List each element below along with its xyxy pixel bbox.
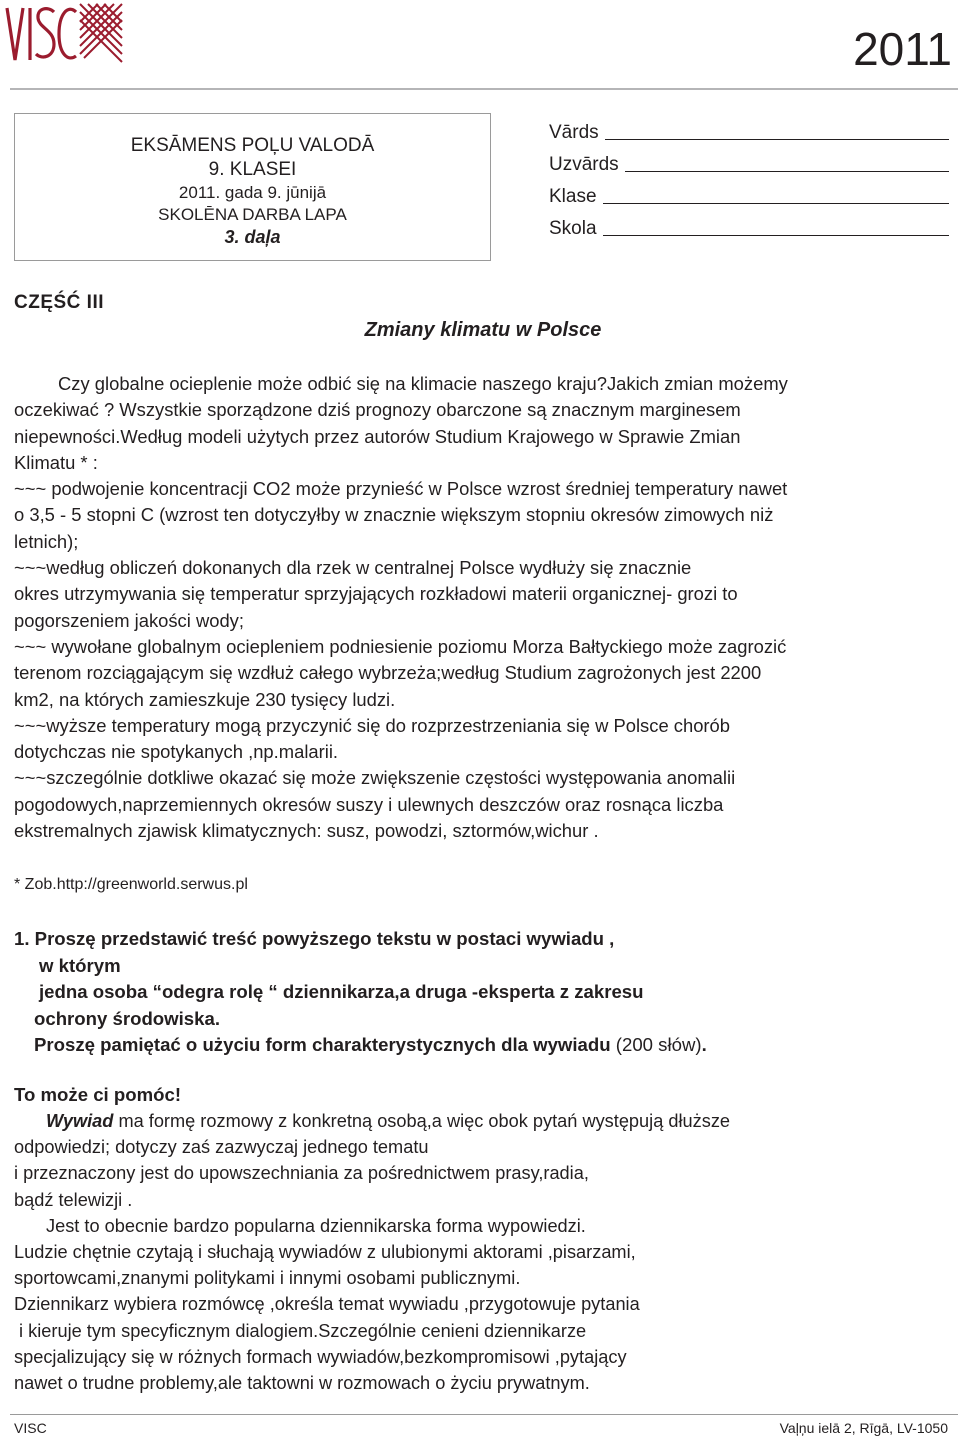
body-line: Czy globalne ocieplenie może odbić się na klimacie naszego kraju?Jakich zmian możemy bbox=[58, 373, 788, 394]
help-line: i kieruje tym specyficznym dialogiem.Szczególnie cenieni dziennikarze bbox=[14, 1320, 587, 1341]
part-label: CZĘŚĆ III bbox=[14, 292, 105, 313]
year: 2011 bbox=[853, 23, 952, 75]
help-title: To może ci pomóc! bbox=[14, 1084, 182, 1105]
body-line: letnich); bbox=[14, 530, 79, 552]
school-line[interactable] bbox=[603, 221, 949, 236]
header-divider bbox=[10, 88, 958, 90]
help-text bbox=[14, 1108, 730, 1396]
body-line: oczekiwać ? Wszystkie sporządzone dziś prognozy obarczone są znacznym marginesem bbox=[14, 399, 741, 421]
task-line: w którym bbox=[39, 954, 121, 976]
help-term: Wywiad bbox=[46, 1111, 114, 1131]
name-label: Vārds bbox=[549, 122, 599, 143]
exam-date: 2011. gada 9. jūnijā bbox=[178, 183, 327, 202]
body-line: ~~~wyższe temperatury mogą przyczynić się do rozprzestrzeniania się w Polsce chorób bbox=[14, 714, 731, 736]
help-line: specjalizujący się w różnych formach wywiadów,bezkompromisowi ,pytający bbox=[14, 1346, 627, 1367]
body-line: terenom rozciągającym się wzdłuż całego wybrzeża;według Studium zagrożonych jest 2200 bbox=[14, 662, 762, 684]
surname-field[interactable] bbox=[549, 154, 949, 176]
body-line: pogodowych,naprzemiennych okresów suszy i ulewnych deszczów oraz rosnąca liczba bbox=[14, 793, 724, 815]
body-line: Klimatu * : bbox=[14, 451, 98, 473]
exam-part: 3. daļa bbox=[224, 227, 281, 247]
body-line: km2, na których zamieszkuje 230 tysięcy ludzi. bbox=[14, 688, 396, 710]
surname-line[interactable] bbox=[625, 157, 949, 172]
word-count: (200 słów) bbox=[615, 1034, 702, 1055]
school-label: Skola bbox=[549, 218, 597, 239]
task-line: ochrony środowiska. bbox=[34, 1007, 220, 1029]
help-line: odpowiedzi; dotyczy zaś zazwyczaj jednego tematu bbox=[14, 1137, 429, 1158]
body-line: niepewności.Według modeli użytych przez autorów Studium Krajowego w Sprawie Zmian bbox=[14, 425, 741, 447]
task-period: . bbox=[701, 1034, 707, 1055]
body-line: ~~~według obliczeń dokonanych dla rzek w centralnej Polsce wydłuży się znacznie bbox=[14, 557, 692, 579]
exam-info-box bbox=[14, 113, 491, 261]
exam-grade: 9. KLASEI bbox=[208, 159, 297, 180]
body-line: ekstremalnych zjawisk klimatycznych: susz, powodzi, sztormów,wichur . bbox=[14, 820, 599, 842]
footnote: * Zob.http://greenworld.serwus.pl bbox=[14, 876, 248, 893]
help-line-rest: ma formę rozmowy z konkretną osobą,a więc obok pytań występują dłuższe bbox=[113, 1111, 731, 1131]
body-line: dotychczas nie spotykanych ,np.malarii. bbox=[14, 741, 339, 763]
visc-logo-graphic bbox=[4, 0, 126, 68]
name-field[interactable] bbox=[549, 122, 949, 144]
task-emphasis: Proszę pamiętać o użyciu form charakterystycznych dla wywiadu bbox=[34, 1034, 611, 1055]
class-label: Klase bbox=[549, 186, 597, 207]
body-line: okres utrzymywania się temperatur sprzyjających rozkładowi materii organicznej- grozi to bbox=[14, 583, 738, 605]
task-line: 1. Proszę przedstawić treść powyższego tekstu w postaci wywiadu , bbox=[14, 928, 615, 949]
surname-label: Uzvārds bbox=[549, 154, 619, 175]
class-field[interactable] bbox=[549, 186, 949, 208]
article-body bbox=[14, 371, 954, 844]
help-line: Jest to obecnie bardzo popularna dziennikarska forma wypowiedzi. bbox=[46, 1215, 586, 1236]
exam-sheet: SKOLĒNA DARBA LAPA bbox=[158, 205, 347, 224]
help-line: bądź telewizji . bbox=[14, 1189, 133, 1210]
class-line[interactable] bbox=[603, 189, 949, 204]
footer-left: VISC bbox=[14, 1420, 47, 1436]
footer-divider bbox=[10, 1414, 958, 1415]
footer-address: Vaļņu ielā 2, Rīgā, LV-1050 bbox=[779, 1420, 948, 1436]
task-line: jedna osoba “odegra rolę “ dziennikarza,a druga -eksperta z zakresu bbox=[39, 981, 644, 1002]
help-line: Dziennikarz wybiera rozmówcę ,określa temat wywiadu ,przygotowuje pytania bbox=[14, 1294, 640, 1315]
article-title: Zmiany klimatu w Polsce bbox=[364, 319, 602, 341]
task-line-last bbox=[14, 1032, 707, 1059]
visc-logo bbox=[4, 0, 126, 68]
help-line: nawet o trudne problemy,ale taktowni w rozmowach o życiu prywatnym. bbox=[14, 1373, 590, 1394]
help-line: Ludzie chętnie czytają i słuchają wywiadów z ulubionymi aktorami ,pisarzami, bbox=[14, 1242, 636, 1263]
body-line: pogorszeniem jakości wody; bbox=[14, 609, 244, 631]
exam-title: EKSĀMENS POĻU VALODĀ bbox=[130, 135, 375, 156]
body-line: ~~~ podwojenie koncentracji CO2 może przynieść w Polsce wzrost średniej temperatury nawet bbox=[14, 478, 788, 500]
help-line: sportowcami,znanymi politykami i innymi osobami publicznymi. bbox=[14, 1268, 521, 1289]
body-line: ~~~ wywołane globalnym ociepleniem podniesienie poziomu Morza Bałtyckiego może zagrozić bbox=[14, 635, 787, 657]
task-instructions bbox=[14, 926, 707, 1059]
help-line: i przeznaczony jest do upowszechniania za pośrednictwem prasy,radia, bbox=[14, 1163, 589, 1184]
school-field[interactable] bbox=[549, 218, 949, 240]
body-line: ~~~szczególnie dotkliwe okazać się może zwiększenie częstości występowania anomalii bbox=[14, 767, 736, 789]
help-line bbox=[14, 1108, 730, 1134]
body-line: o 3,5 - 5 stopni C (wzrost ten dotyczyłby w znacznie większym stopniu okresów zimowych niż bbox=[14, 504, 774, 526]
name-line[interactable] bbox=[605, 125, 949, 140]
